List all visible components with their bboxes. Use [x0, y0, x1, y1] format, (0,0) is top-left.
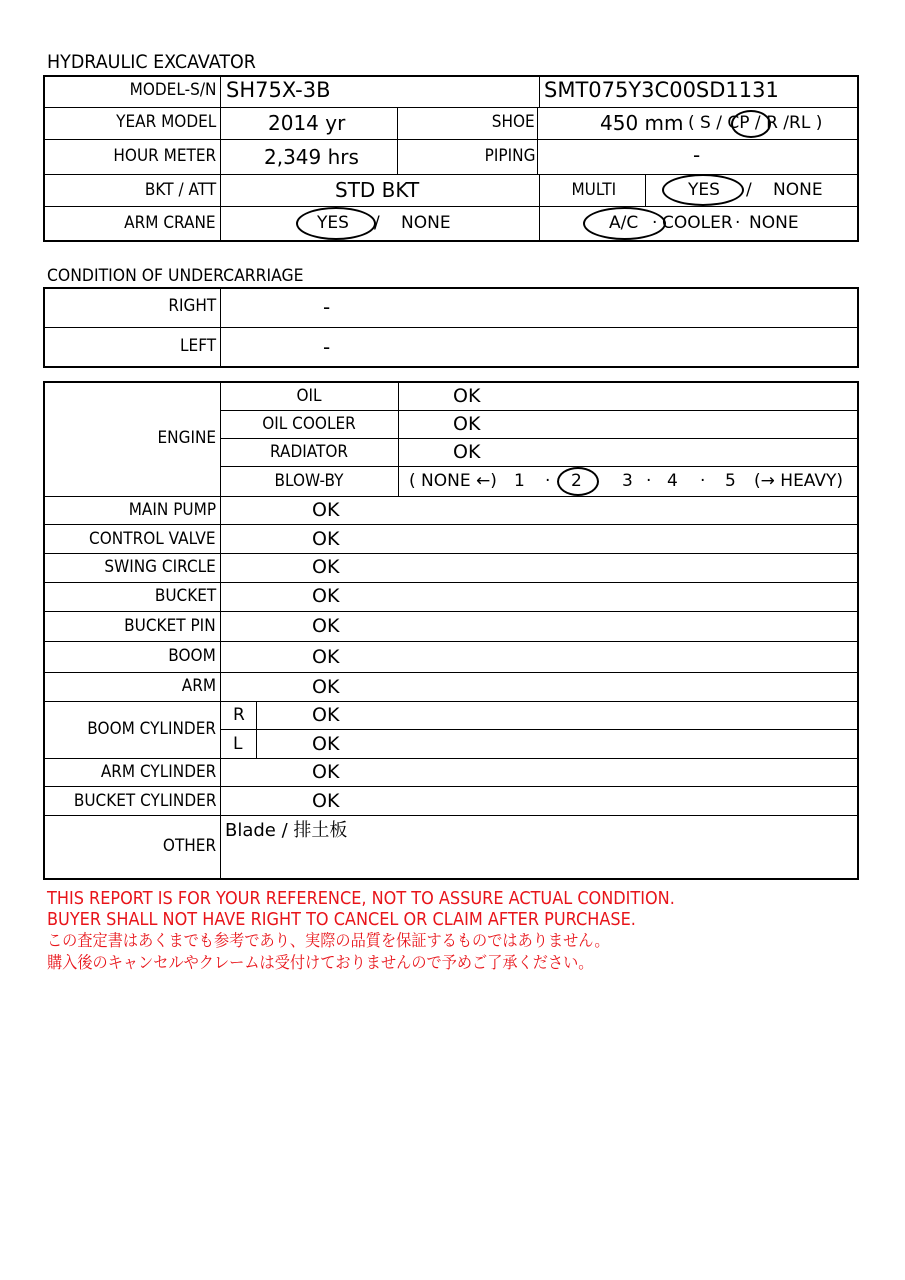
disclaimer-line-4: 購入後のキャンセルやクレームは受付けておりませんので予めご了承ください。 [47, 953, 594, 972]
arm-crane-selection-circle [296, 207, 376, 240]
control-valve-label: CONTROL VALVE [89, 529, 216, 549]
blowby-label: BLOW-BY [274, 471, 344, 491]
bucket-pin-value: OK [312, 615, 340, 637]
ac-option: A/C [609, 213, 639, 233]
model-sn-label: MODEL-S/N [129, 80, 216, 100]
arm-cylinder-label: ARM CYLINDER [100, 762, 216, 782]
multi-selection-circle [662, 174, 744, 206]
bkt-att-value: STD BKT [335, 178, 420, 202]
ac-selection-circle [583, 207, 666, 240]
blowby-scale-start: ( NONE ←) [409, 471, 497, 491]
boom-value: OK [312, 646, 340, 668]
disclaimer-line-3: この査定書はあくまでも参考であり、実際の品質を保証するものではありません。 [47, 931, 610, 950]
hour-meter-value: 2,349 hrs [264, 145, 359, 169]
engine-label: ENGINE [157, 428, 216, 448]
other-value: Blade / 排土板 [225, 820, 348, 841]
other-label: OTHER [162, 836, 216, 856]
shoe-option-cp: CP [727, 113, 750, 133]
piping-value: - [693, 143, 701, 167]
cooler-option: COOLER [662, 213, 733, 233]
boom-cylinder-label: BOOM CYLINDER [87, 719, 216, 739]
boom-cylinder-r-label: R [233, 705, 245, 725]
bucket-cylinder-value: OK [312, 790, 340, 812]
radiator-label: RADIATOR [269, 442, 349, 462]
multi-none: NONE [773, 180, 823, 200]
model-value: SH75X-3B [226, 78, 331, 102]
year-model-label: YEAR MODEL [115, 112, 216, 132]
shoe-option-s: S [700, 113, 711, 133]
ac-dot-2: · [735, 213, 741, 233]
serial-value: SMT075Y3C00SD1131 [544, 78, 779, 102]
shoe-value: 450 mm [600, 111, 684, 135]
piping-label: PIPING [484, 146, 535, 166]
main-pump-label: MAIN PUMP [128, 500, 216, 520]
swing-circle-label: SWING CIRCLE [104, 557, 216, 577]
radiator-value: OK [453, 441, 481, 463]
swing-circle-value: OK [312, 556, 340, 578]
disclaimer-line-1: THIS REPORT IS FOR YOUR REFERENCE, NOT TO ASSURE ACTUAL CONDITION. [47, 889, 675, 909]
disclaimer-line-2: BUYER SHALL NOT HAVE RIGHT TO CANCEL OR CLAIM AFTER PURCHASE. [47, 910, 636, 930]
undercarriage-left-value: - [323, 335, 331, 359]
blowby-dot: · [700, 471, 706, 491]
bucket-pin-label: BUCKET PIN [124, 616, 216, 636]
oil-cooler-value: OK [453, 413, 481, 435]
multi-slash: / [746, 180, 752, 200]
arm-label: ARM [181, 676, 216, 696]
arm-cylinder-value: OK [312, 761, 340, 783]
arm-crane-label: ARM CRANE [124, 213, 216, 233]
oil-value: OK [453, 385, 481, 407]
bkt-att-label: BKT / ATT [144, 180, 216, 200]
oil-label: OIL [296, 386, 322, 406]
shoe-option-r: R [766, 113, 778, 133]
blowby-level-4: 4 [667, 471, 678, 491]
multi-yes: YES [688, 180, 720, 200]
bucket-value: OK [312, 585, 340, 607]
main-pump-value: OK [312, 499, 340, 521]
bucket-label: BUCKET [154, 586, 216, 606]
bucket-cylinder-label: BUCKET CYLINDER [73, 791, 216, 811]
blowby-dot: · [646, 471, 652, 491]
undercarriage-right-value: - [323, 295, 331, 319]
ac-none-option: NONE [749, 213, 799, 233]
arm-value: OK [312, 676, 340, 698]
boom-cylinder-r-value: OK [312, 704, 340, 726]
undercarriage-right-label: RIGHT [168, 296, 216, 316]
blowby-level-2: 2 [571, 471, 582, 491]
ac-dot-1: · [652, 213, 658, 233]
shoe-options: ( S / CP / R /RL ) [688, 113, 823, 133]
shoe-option-rl: RL [789, 113, 811, 133]
boom-label: BOOM [168, 646, 216, 666]
blowby-selection-circle [557, 467, 599, 496]
oil-cooler-label: OIL COOLER [262, 414, 356, 434]
multi-label: MULTI [571, 180, 617, 200]
year-model-value: 2014 yr [268, 111, 346, 135]
blowby-level-5: 5 [725, 471, 736, 491]
document-title: HYDRAULIC EXCAVATOR [47, 51, 256, 73]
arm-crane-none: NONE [401, 213, 451, 233]
arm-crane-slash: / [374, 213, 380, 233]
shoe-selection-circle [731, 110, 771, 138]
shoe-label: SHOE [492, 112, 535, 132]
undercarriage-title: CONDITION OF UNDERCARRIAGE [47, 266, 304, 286]
blowby-level-3: 3 [622, 471, 633, 491]
blowby-scale-end: (→ HEAVY) [754, 471, 843, 491]
control-valve-value: OK [312, 528, 340, 550]
hour-meter-label: HOUR METER [113, 146, 216, 166]
blowby-level-1: 1 [514, 471, 525, 491]
undercarriage-left-label: LEFT [179, 336, 216, 356]
boom-cylinder-l-label: L [233, 734, 243, 754]
arm-crane-yes: YES [317, 213, 349, 233]
boom-cylinder-l-value: OK [312, 733, 340, 755]
blowby-dot: · [545, 471, 551, 491]
